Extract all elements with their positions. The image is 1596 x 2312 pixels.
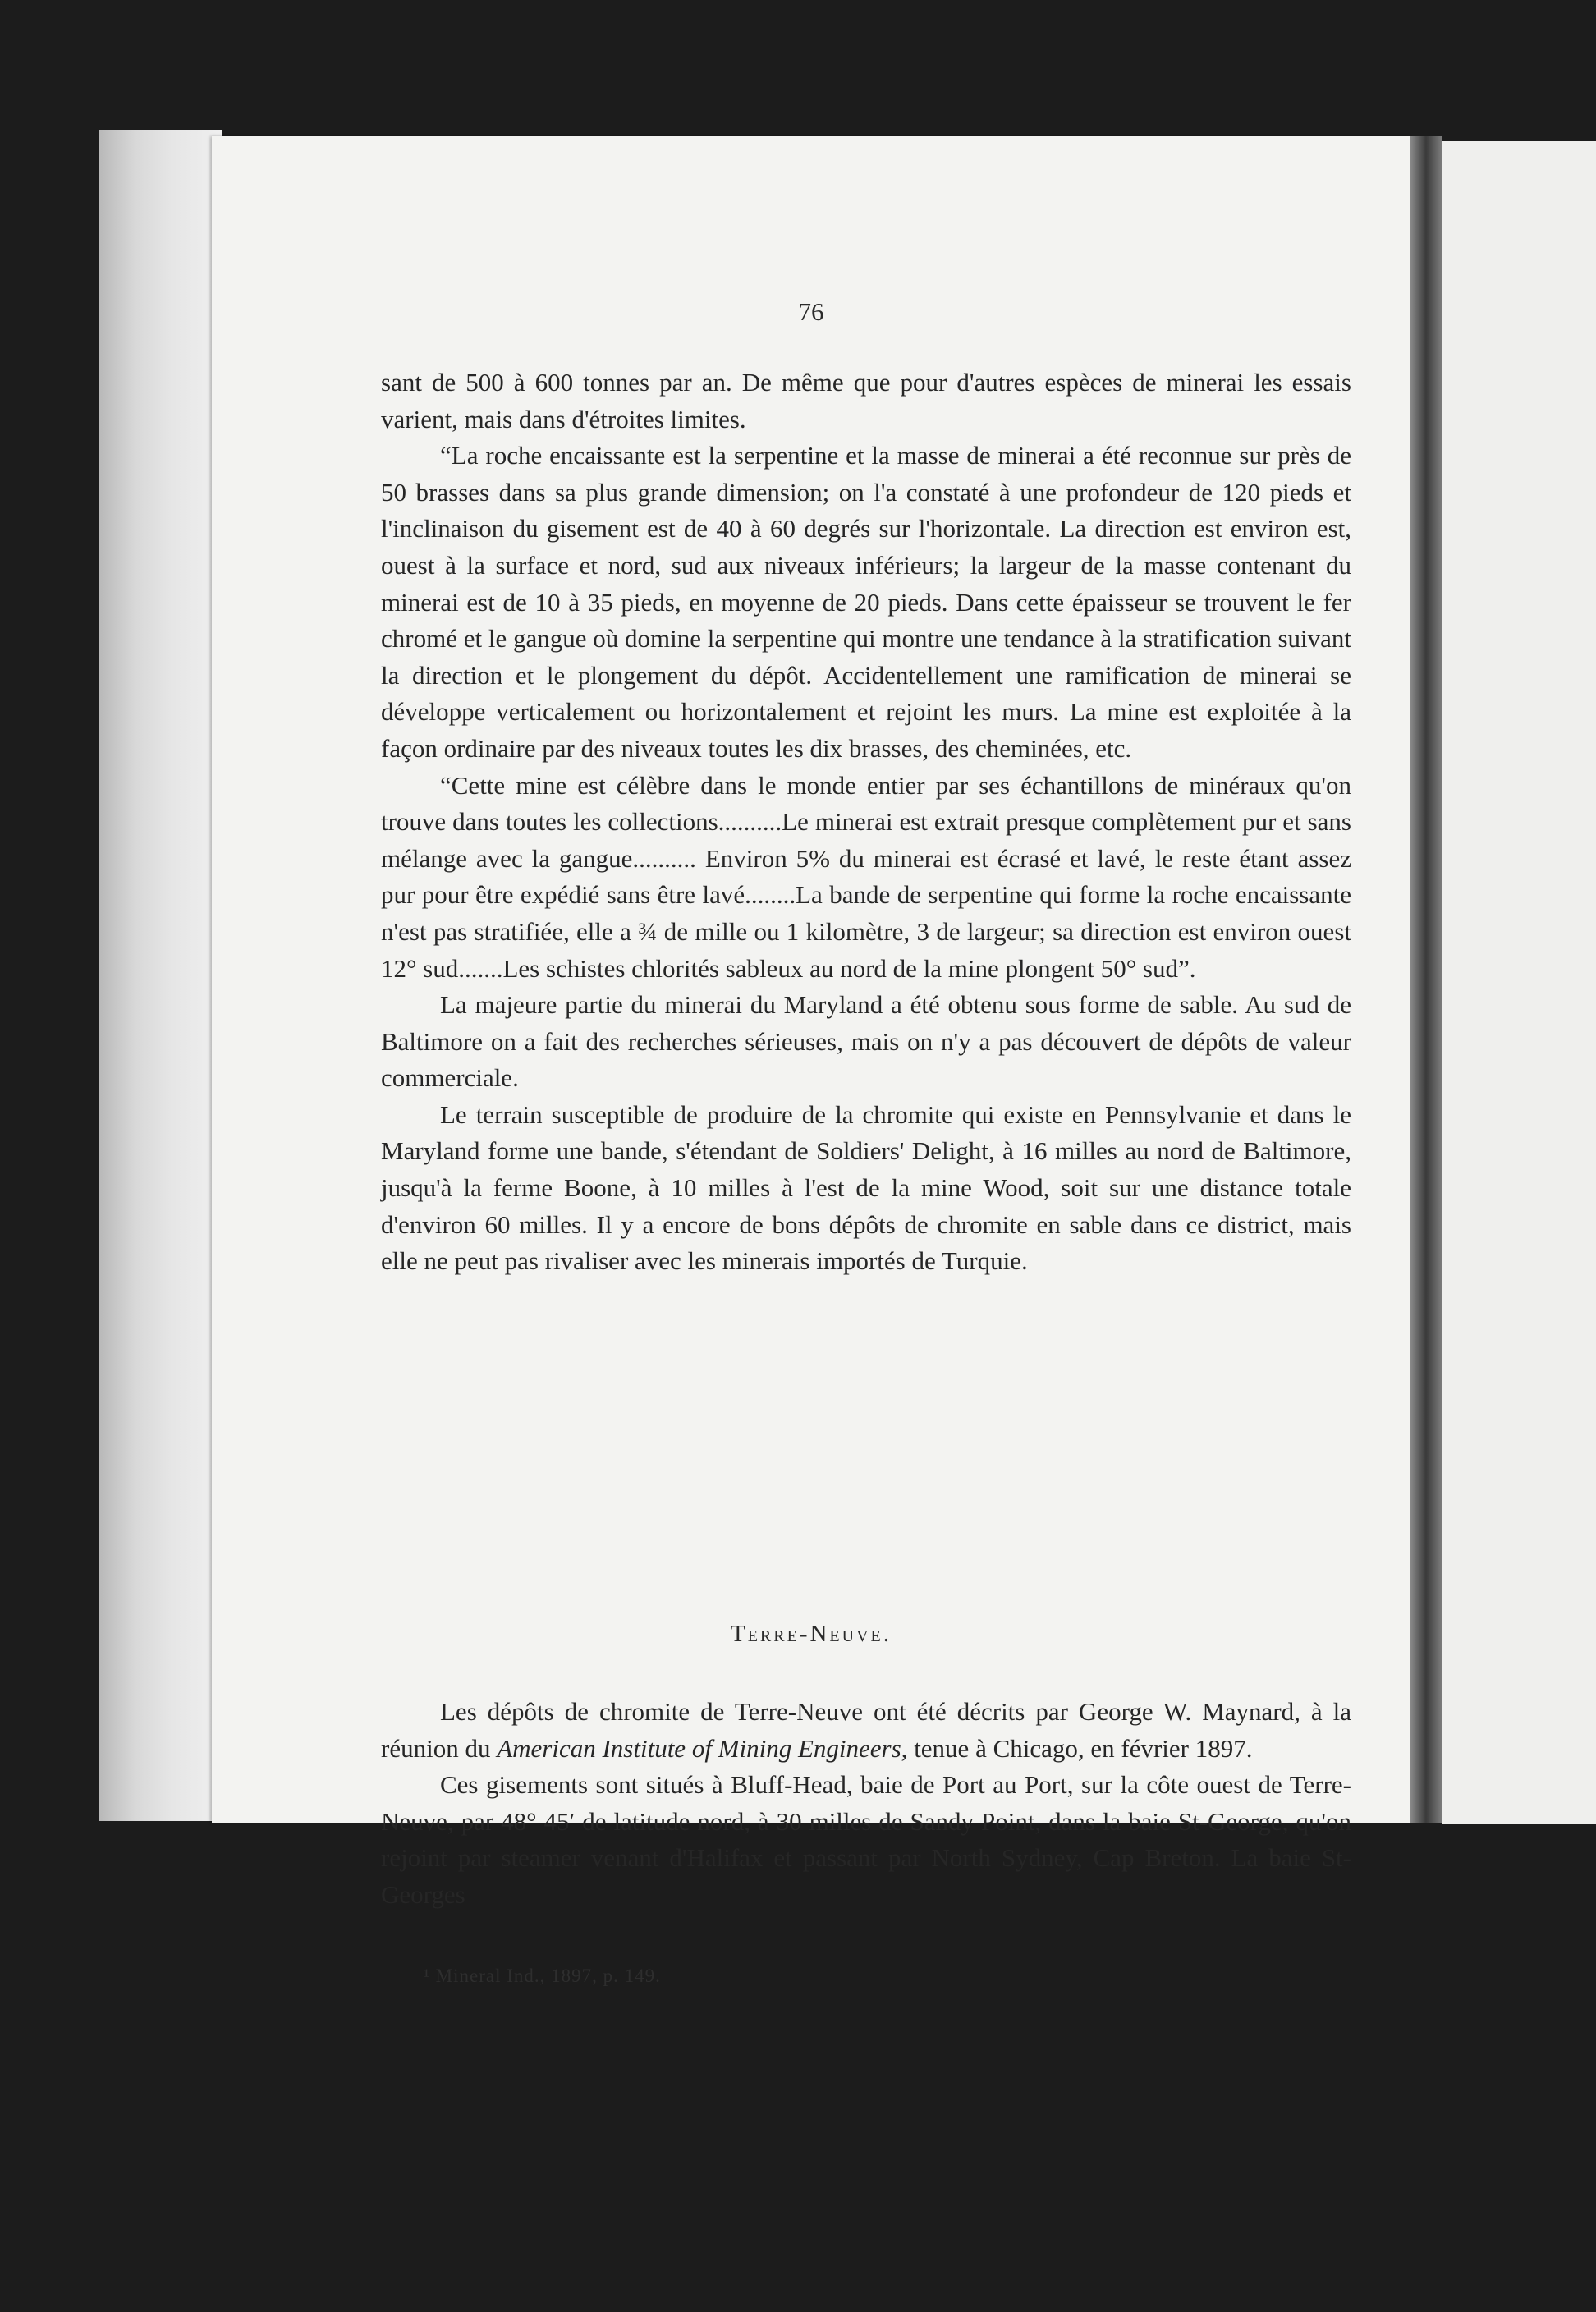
next-page-sliver (1442, 141, 1596, 1824)
paragraph-4: La majeure partie du minerai du Maryland a été obtenu sous forme de sable. Au sud de Baltimore on a fait des recherches sérieuses, mais on n'y a pas découvert de dépôts de valeur commerciale. (381, 990, 1351, 1093)
section-paragraph-1 (381, 1694, 1351, 1767)
page-stack-edge (99, 130, 222, 1821)
footnote: ¹ Mineral Ind., 1897, p. 149. (424, 1966, 661, 1986)
paragraph-5: Le terrain susceptible de produire de la chromite qui existe en Pennsylvanie et dans le Maryland forme une bande, s'étendant de Soldiers' Delight, à 16 milles au nord de Baltimore, jusqu'à la ferme Boone, à 10 milles à l'est de la mine Wood, soit sur une distance totale d'environ 60 milles. Il y a encore de bons dépôts de chromite en sable dans ce district, mais elle ne peut pas rivaliser avec les minerais importés de Turquie. (381, 1099, 1351, 1276)
paragraph-1: sant de 500 à 600 tonnes par an. De même que pour d'autres espèces de minerai les essais varient, mais dans d'étroites limites. (381, 368, 1351, 434)
institute-name: American Institute of Mining Engineers, (497, 1733, 908, 1763)
book-gutter (1410, 136, 1442, 1823)
book-page (212, 136, 1410, 1986)
paragraph-2: “La roche encaissante est la serpentine et la masse de minerai a été reconnue sur près de 50 brasses dans sa plus grande dimension; on l'a constaté à une profondeur de 120 pieds et l'inclinaison du gisement est de 40 à 60 degrés sur l'horizontale. La direction est environ est, ouest à la surface et nord, sud aux niveaux inférieurs; la largeur de la masse contenant du minerai est de 10 à 35 pieds, en moyenne de 20 pieds. Dans cette épaisseur se trouvent le fer chromé et le gangue où domine la serpentine qui montre une tendance à la stratification suivant la direction et le plongement du dépôt. Accidentellement une ramification de minerai se développe verticalement ou horizontalement et rejoint les murs. La mine est exploitée à la façon ordinaire par des niveaux toutes les dix brasses, des cheminées, etc. (381, 441, 1351, 763)
section-heading: Terre-Neuve. (731, 1621, 892, 1647)
section-p1-after: tenue à Chicago, en février 1897. (907, 1733, 1253, 1763)
body-text (381, 365, 1351, 1280)
section-p1-before: Les dépôts de chromite de Terre-Neuve ont été décrits par George W. Maynard, à la réunion du (381, 1697, 1351, 1763)
page-number: 76 (798, 297, 824, 326)
section-paragraph-2: Ces gisements sont situés à Bluff-Head, baie de Port au Port, sur la côte ouest de Terre-Neuve, par 48° 45′ de latitude nord, à 30 milles de Sandy Point, dans la baie St-George, qu'on rejoint par steamer venant d'Halifax et passant par North Sydney, Cap Breton. La baie St-Georges (381, 1770, 1351, 1909)
section-body-text (381, 1694, 1351, 1914)
paragraph-3: “Cette mine est célèbre dans le monde entier par ses échantillons de minéraux qu'on trouve dans toutes les collections..........Le minerai est extrait presque complètement pur et sans mélange avec la gangue.......... Environ 5% du minerai est écrasé et lavé, le reste étant assez pur pour être expédié sans être lavé........La bande de serpentine qui forme la roche encaissante n'est pas stratifiée, elle a ¾ de mille ou 1 kilomètre, 3 de largeur; sa direction est environ ouest 12° sud.......Les schistes chlorités sableux au nord de la mine plongent 50° sud”. (381, 770, 1351, 983)
